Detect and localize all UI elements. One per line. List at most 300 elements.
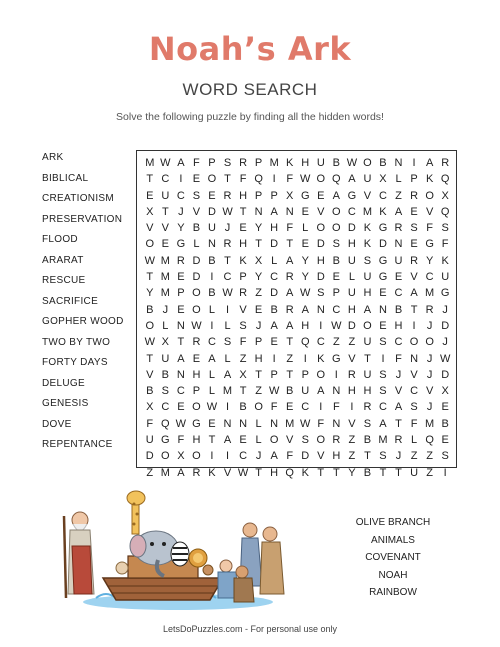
grid-letter: D <box>441 368 450 381</box>
grid-letter: G <box>425 238 434 251</box>
grid-letter: D <box>192 254 201 267</box>
grid-letter: Z <box>348 450 356 463</box>
grid-letter: B <box>363 466 372 479</box>
grid-letter: X <box>286 189 294 202</box>
grid-letter: K <box>239 254 247 267</box>
grid-letter: T <box>286 336 294 349</box>
grid-letter: S <box>441 222 449 235</box>
grid-letter: A <box>286 287 294 300</box>
grid-letter: M <box>160 271 170 284</box>
word-item: SACRIFICE <box>42 295 99 307</box>
grid-letter: D <box>301 450 310 463</box>
grid-letter: C <box>223 271 232 284</box>
grid-letter: C <box>425 271 434 284</box>
grid-letter: Z <box>410 450 418 463</box>
grid-letter: N <box>285 205 294 218</box>
grid-letter: O <box>363 157 372 169</box>
grid-letter: K <box>317 352 325 365</box>
grid-letter: E <box>379 319 387 332</box>
grid-letter: K <box>301 466 309 479</box>
grid-letter: U <box>363 336 372 349</box>
word-item: FORTY DAYS <box>42 357 108 368</box>
grid-letter: Q <box>300 336 310 349</box>
grid-letter: O <box>145 238 155 251</box>
grid-letter: F <box>441 238 449 251</box>
grid-letter: N <box>207 238 216 251</box>
grid-letter: S <box>301 434 309 447</box>
grid-letter: W <box>222 287 233 300</box>
grid-letter: T <box>395 417 402 430</box>
grid-letter: J <box>426 401 433 414</box>
grid-letter: F <box>177 434 185 447</box>
grid-letter: O <box>254 401 263 414</box>
grid-letter: W <box>206 401 218 414</box>
grid-letter: N <box>394 238 403 251</box>
grid-letter: N <box>254 205 263 218</box>
grid-letter: E <box>177 303 185 316</box>
grid-letter: Y <box>301 254 309 267</box>
grid-letter: P <box>208 157 216 169</box>
grid-letter: P <box>410 173 418 186</box>
grid-row <box>142 302 453 318</box>
grid-letter: J <box>395 368 402 381</box>
grid-letter: X <box>161 336 169 349</box>
grid-letter: J <box>255 319 262 332</box>
word-item: COVENANT <box>365 552 421 563</box>
grid-letter: J <box>426 319 433 332</box>
grid-letter: Z <box>255 385 262 398</box>
grid-letter: H <box>239 189 248 202</box>
grid-letter: L <box>395 173 402 186</box>
grid-letter: G <box>300 189 310 202</box>
grid-letter: K <box>425 173 434 186</box>
grid-letter: M <box>285 417 295 430</box>
grid-letter: F <box>270 401 278 414</box>
grid-letter: P <box>192 385 201 398</box>
grid-letter: S <box>332 238 340 251</box>
grid-row <box>142 432 453 448</box>
grid-letter: K <box>441 254 449 267</box>
grid-row <box>142 465 453 481</box>
grid-letter: U <box>207 222 216 235</box>
noahs-ark-illustration <box>58 486 318 612</box>
word-item: DELUGE <box>42 377 85 389</box>
grid-letter: A <box>223 434 232 447</box>
grid-letter: O <box>192 450 201 463</box>
grid-letter: T <box>177 336 185 349</box>
puzzle-title: Noah’s Ark <box>148 30 352 68</box>
grid-letter: E <box>379 287 387 300</box>
grid-letter: A <box>425 157 434 169</box>
grid-letter: C <box>347 205 356 218</box>
grid-letter: O <box>425 336 434 349</box>
instructions: Solve the following puzzle by finding all the hidden words! <box>116 111 384 123</box>
grid-letter: R <box>410 189 419 202</box>
grid-letter: C <box>176 189 185 202</box>
grid-letter: J <box>426 368 433 381</box>
grid-letter: C <box>394 287 403 300</box>
grid-letter: H <box>332 450 341 463</box>
grid-letter: E <box>301 238 309 251</box>
grid-letter: X <box>441 385 449 398</box>
grid-letter: H <box>239 238 248 251</box>
grid-letter: O <box>409 336 419 349</box>
grid-letter: F <box>332 401 340 414</box>
grid-letter: B <box>146 303 154 316</box>
grid-letter: M <box>160 287 170 300</box>
grid-letter: W <box>346 157 358 169</box>
grid-letter: Q <box>440 173 450 186</box>
grid-letter: Z <box>426 450 433 463</box>
grid-letter: S <box>410 401 418 414</box>
grid-letter: R <box>176 254 185 267</box>
grid-letter: S <box>317 287 325 300</box>
grid-letter: A <box>286 319 294 332</box>
grid-row <box>142 318 453 334</box>
grid-letter: G <box>378 222 388 235</box>
grid-letter: V <box>146 368 154 381</box>
grid-letter: B <box>146 385 154 398</box>
grid-letter: R <box>223 189 232 202</box>
grid-row <box>142 204 453 220</box>
grid-letter: Z <box>348 434 356 447</box>
grid-letter: M <box>145 157 155 169</box>
grid-letter: H <box>270 222 279 235</box>
grid-letter: W <box>191 319 202 332</box>
letter-grid <box>136 150 457 479</box>
grid-letter: I <box>303 352 307 365</box>
grid-letter: U <box>363 173 372 186</box>
grid-letter: H <box>192 368 201 381</box>
grid-letter: V <box>161 222 169 235</box>
grid-letter: E <box>441 401 449 414</box>
grid-letter: G <box>378 271 388 284</box>
grid-letter: A <box>394 401 403 414</box>
grid-letter: T <box>410 303 418 316</box>
grid-letter: K <box>379 205 387 218</box>
grid-letter: T <box>239 385 247 398</box>
grid-letter: O <box>192 287 201 300</box>
word-item: REPENTANCE <box>42 439 113 450</box>
word-item: ARARAT <box>42 254 84 266</box>
grid-letter: W <box>439 352 451 365</box>
grid-letter: F <box>286 173 294 186</box>
grid-letter: Z <box>286 352 294 365</box>
grid-letter: I <box>319 319 323 332</box>
grid-letter: H <box>192 434 201 447</box>
grid-letter: C <box>379 189 387 202</box>
grid-letter: W <box>144 336 155 349</box>
grid-letter: M <box>269 157 279 169</box>
grid-letter: B <box>192 222 201 235</box>
grid-letter: B <box>441 417 449 430</box>
grid-letter: R <box>410 254 419 267</box>
grid-letter: O <box>316 434 326 447</box>
grid-letter: S <box>363 417 372 430</box>
grid-letter: B <box>363 434 372 447</box>
grid-letter: E <box>208 189 216 202</box>
grid-letter: V <box>286 434 294 447</box>
grid-letter: B <box>332 254 340 267</box>
grid-letter: O <box>316 368 326 381</box>
grid-letter: Z <box>146 466 154 479</box>
word-item: GENESIS <box>42 398 89 409</box>
grid-letter: T <box>146 271 154 284</box>
grid-letter: I <box>381 352 385 365</box>
grid-letter: G <box>192 417 201 430</box>
grid-letter: E <box>177 401 185 414</box>
grid-letter: Z <box>395 189 402 202</box>
grid-letter: R <box>285 303 294 316</box>
grid-letter: H <box>363 287 372 300</box>
grid-letter: C <box>239 450 248 463</box>
grid-row <box>142 236 453 252</box>
grid-letter: C <box>176 385 185 398</box>
grid-row <box>142 269 453 285</box>
grid-letter: Q <box>285 466 294 479</box>
grid-letter: I <box>210 450 214 463</box>
grid-letter: X <box>239 368 247 381</box>
grid-letter: A <box>301 303 309 316</box>
grid-letter: Z <box>239 352 247 365</box>
grid-row <box>142 416 453 432</box>
grid-letter: P <box>177 287 185 300</box>
grid-row <box>142 253 453 269</box>
grid-letter: U <box>394 254 403 267</box>
grid-letter: W <box>331 319 342 332</box>
grid-letter: H <box>347 385 356 398</box>
grid-letter: V <box>394 385 403 398</box>
grid-letter: R <box>192 336 201 349</box>
grid-letter: I <box>412 319 416 332</box>
grid-letter: P <box>332 287 340 300</box>
grid-letter: J <box>426 352 433 365</box>
grid-letter: N <box>176 368 185 381</box>
grid-letter: A <box>363 303 372 316</box>
grid-letter: Q <box>440 205 450 218</box>
grid-row <box>142 155 453 171</box>
grid-letter: J <box>224 222 231 235</box>
grid-letter: D <box>270 287 279 300</box>
grid-letter: D <box>379 238 387 251</box>
grid-letter: R <box>285 271 294 284</box>
grid-letter: U <box>316 157 325 169</box>
grid-letter: V <box>363 189 372 202</box>
word-item: FLOOD <box>42 234 78 245</box>
grid-letter: T <box>224 254 231 267</box>
grid-letter: R <box>239 287 248 300</box>
grid-letter: T <box>317 466 325 479</box>
grid-letter: I <box>350 401 354 414</box>
grid-letter: G <box>347 189 357 202</box>
grid-letter: L <box>193 238 200 251</box>
grid-letter: V <box>192 205 201 218</box>
grid-letter: G <box>440 287 450 300</box>
grid-letter: I <box>225 401 230 414</box>
grid-letter: I <box>225 450 230 463</box>
grid-letter: O <box>192 303 201 316</box>
grid-letter: T <box>146 352 154 365</box>
grid-letter: I <box>443 466 447 479</box>
grid-letter: Y <box>254 271 263 284</box>
grid-letter: G <box>378 254 388 267</box>
grid-letter: B <box>379 157 387 169</box>
grid-row <box>142 448 453 464</box>
grid-letter: H <box>347 303 356 316</box>
grid-letter: G <box>332 352 341 365</box>
grid-letter: R <box>223 238 232 251</box>
grid-letter: O <box>207 173 217 186</box>
grid-letter: L <box>255 434 262 447</box>
word-item: RAINBOW <box>369 587 417 598</box>
grid-letter: H <box>301 157 310 169</box>
grid-row <box>142 171 453 187</box>
grid-letter: R <box>394 222 403 235</box>
word-item: TWO BY TWO <box>42 336 111 348</box>
grid-letter: A <box>270 450 278 463</box>
grid-letter: F <box>395 352 402 365</box>
grid-letter: X <box>146 205 154 218</box>
grid-letter: P <box>270 368 278 381</box>
grid-letter: B <box>239 401 247 414</box>
grid-letter: I <box>210 271 214 284</box>
grid-letter: G <box>176 238 186 251</box>
grid-letter: R <box>425 303 434 316</box>
grid-letter: Z <box>348 336 356 349</box>
grid-letter: E <box>254 303 263 316</box>
grid-letter: X <box>177 450 185 463</box>
grid-letter: B <box>286 385 294 398</box>
grid-letter: V <box>425 205 434 218</box>
grid-letter: Y <box>254 222 263 235</box>
grid-letter: E <box>286 401 294 414</box>
grid-letter: H <box>254 352 263 365</box>
grid-letter: B <box>332 157 340 169</box>
grid-letter: T <box>286 368 294 381</box>
grid-letter: P <box>239 271 247 284</box>
grid-letter: F <box>239 173 247 186</box>
grid-row <box>142 334 453 350</box>
grid-letter: B <box>394 303 403 316</box>
grid-letter: W <box>268 385 280 398</box>
grid-letter: H <box>347 238 356 251</box>
grid-letter: Y <box>425 254 434 267</box>
grid-letter: E <box>441 434 449 447</box>
grid-letter: P <box>270 189 278 202</box>
grid-letter: T <box>224 173 231 186</box>
grid-letter: P <box>254 157 263 169</box>
grid-letter: D <box>192 271 201 284</box>
grid-letter: E <box>208 417 216 430</box>
grid-letter: L <box>162 319 169 332</box>
grid-letter: J <box>442 336 448 349</box>
grid-letter: W <box>300 287 311 300</box>
grid-letter: N <box>410 352 419 365</box>
grid-letter: Q <box>254 173 263 186</box>
grid-letter: H <box>270 466 279 479</box>
word-list-right <box>338 517 448 605</box>
grid-letter: O <box>363 319 372 332</box>
grid-letter: A <box>177 352 185 365</box>
grid-letter: U <box>363 368 372 381</box>
grid-letter: F <box>286 450 294 463</box>
grid-letter: M <box>160 466 170 479</box>
grid-letter: H <box>301 319 310 332</box>
grid-letter: F <box>193 157 200 169</box>
puzzle-subtitle: WORD SEARCH <box>182 80 318 99</box>
grid-letter: X <box>379 173 387 186</box>
grid-letter: Y <box>177 222 185 235</box>
grid-row <box>142 367 453 383</box>
word-item: OLIVE BRANCH <box>355 517 431 528</box>
grid-letter: M <box>362 205 373 218</box>
grid-letter: U <box>410 466 419 479</box>
grid-letter: N <box>332 417 341 430</box>
grid-letter: A <box>394 205 403 218</box>
grid-letter: D <box>347 222 356 235</box>
grid-letter: C <box>161 173 170 186</box>
grid-letter: C <box>207 336 216 349</box>
grid-letter: U <box>347 254 356 267</box>
grid-letter: B <box>208 287 216 300</box>
grid-letter: U <box>301 385 310 398</box>
word-item: NOAH <box>378 569 408 581</box>
grid-letter: I <box>179 173 183 186</box>
grid-letter: N <box>379 303 387 316</box>
grid-letter: A <box>332 189 340 202</box>
grid-letter: J <box>442 303 448 316</box>
grid-letter: L <box>224 352 231 365</box>
grid-letter: D <box>347 319 356 332</box>
grid-letter: D <box>316 271 325 284</box>
grid-letter: V <box>425 385 434 398</box>
grid-letter: T <box>332 466 340 479</box>
grid-letter: E <box>239 434 247 447</box>
grid-letter: T <box>379 466 387 479</box>
grid-letter: V <box>317 205 325 218</box>
grid-letter: X <box>146 401 154 414</box>
grid-letter: B <box>161 368 169 381</box>
grid-letter: A <box>270 205 278 218</box>
grid-letter: T <box>146 173 154 186</box>
grid-letter: C <box>379 401 387 414</box>
grid-letter: D <box>270 238 279 251</box>
grid-letter: A <box>223 368 232 381</box>
grid-letter: T <box>161 205 169 218</box>
grid-letter: V <box>348 352 356 365</box>
grid-letter: W <box>222 205 233 218</box>
grid-letter: A <box>177 466 185 479</box>
grid-letter: O <box>316 222 326 235</box>
grid-letter: P <box>254 189 263 202</box>
grid-letter: A <box>379 417 387 430</box>
grid-letter: N <box>223 417 232 430</box>
grid-letter: L <box>348 271 355 284</box>
grid-letter: A <box>410 287 418 300</box>
grid-letter: I <box>210 319 214 332</box>
grid-letter: M <box>378 434 388 447</box>
grid-letter: H <box>394 319 403 332</box>
grid-letter: H <box>363 385 372 398</box>
grid-letter: O <box>332 205 341 218</box>
grid-letter: O <box>192 401 201 414</box>
grid-letter: L <box>224 319 231 332</box>
grid-letter: O <box>161 450 170 463</box>
grid-letter: Z <box>426 466 433 479</box>
grid-letter: U <box>347 287 356 300</box>
grid-letter: R <box>347 368 356 381</box>
grid-letter: M <box>160 254 170 267</box>
